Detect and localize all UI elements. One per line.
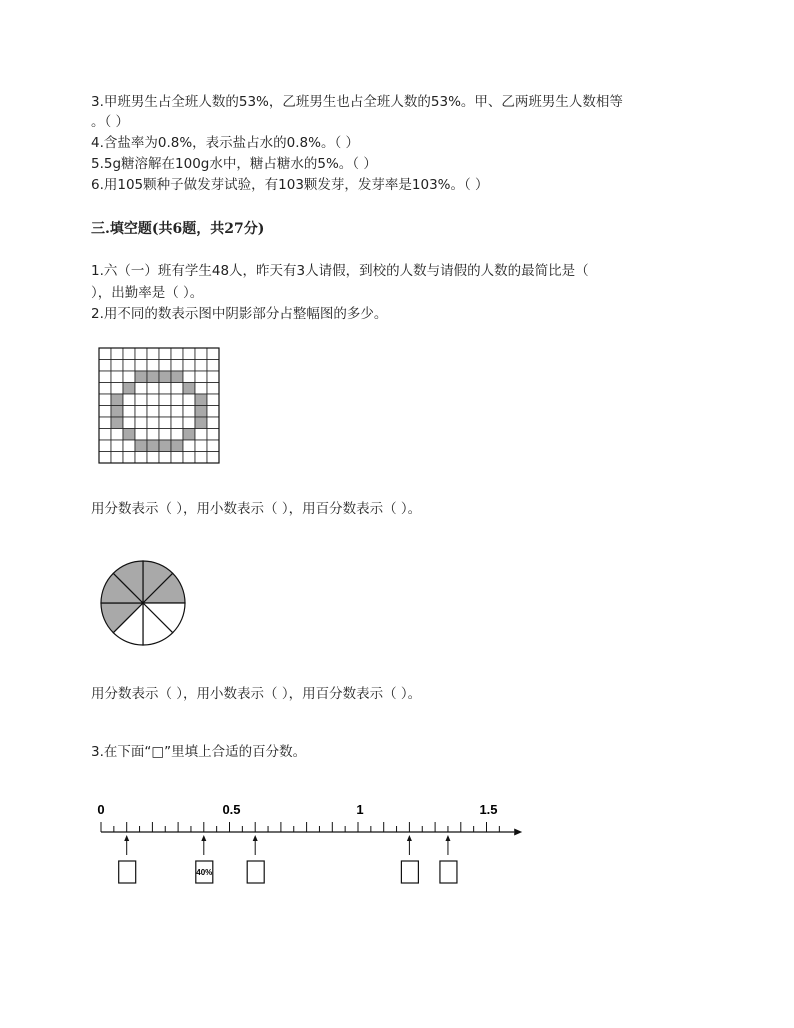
circle-answer-line: 用分数表示（ ），用小数表示（ ），用百分数表示（ ）。 — [91, 686, 422, 702]
grid-cell — [159, 417, 171, 429]
grid-cell — [207, 429, 219, 441]
grid-cell — [159, 348, 171, 360]
answer-box[interactable] — [440, 861, 457, 883]
grid-cell-shaded — [171, 440, 183, 452]
grid-cell — [135, 348, 147, 360]
grid-cell — [123, 440, 135, 452]
grid-cell — [111, 348, 123, 360]
question-6: 6.用105颗种子做发芽试验，有103颗发芽，发芽率是103%。（ ） — [91, 177, 489, 193]
fill-question-1-line-2: ），出勤率是（ ）。 — [91, 285, 204, 301]
grid-cell-shaded — [135, 440, 147, 452]
grid-cell — [123, 360, 135, 372]
grid-cell — [207, 417, 219, 429]
grid-cell-shaded — [171, 371, 183, 383]
grid-cell — [207, 440, 219, 452]
grid-cell — [207, 406, 219, 418]
grid-cell — [147, 383, 159, 395]
grid-cell — [123, 417, 135, 429]
grid-cell — [147, 429, 159, 441]
grid-cell — [147, 360, 159, 372]
grid-cell — [171, 452, 183, 464]
grid-cell — [99, 394, 111, 406]
number-line-label: 0.5 — [222, 802, 241, 817]
number-line-label: 1 — [356, 802, 364, 817]
answer-box[interactable] — [247, 861, 264, 883]
grid-cell — [111, 371, 123, 383]
grid-cell — [183, 348, 195, 360]
grid-cell — [171, 348, 183, 360]
grid-cell-shaded — [195, 417, 207, 429]
grid-cell — [99, 360, 111, 372]
grid-cell-shaded — [147, 440, 159, 452]
grid-cell — [195, 371, 207, 383]
grid-cell — [147, 394, 159, 406]
grid-cell — [123, 348, 135, 360]
grid-cell-shaded — [159, 371, 171, 383]
grid-cell-shaded — [147, 371, 159, 383]
number-line-label: 0 — [97, 802, 105, 817]
grid-cell — [183, 360, 195, 372]
grid-cell — [171, 383, 183, 395]
grid-cell — [123, 371, 135, 383]
grid-cell — [183, 394, 195, 406]
grid-cell — [111, 440, 123, 452]
grid-cell — [135, 406, 147, 418]
grid-cell — [147, 417, 159, 429]
fill-question-1-line-1: 1.六（一）班有学生48人，昨天有3人请假，到校的人数与请假的人数的最简比是（ — [91, 263, 589, 279]
grid-cell — [111, 360, 123, 372]
grid-cell — [195, 360, 207, 372]
grid-cell — [147, 452, 159, 464]
grid-cell-shaded — [195, 394, 207, 406]
grid-cell — [123, 406, 135, 418]
grid-cell — [159, 383, 171, 395]
grid-cell-shaded — [135, 371, 147, 383]
answer-box[interactable] — [401, 861, 418, 883]
number-line-pointer-head — [124, 835, 129, 841]
grid-cell — [207, 383, 219, 395]
grid-cell — [99, 429, 111, 441]
grid-cell — [171, 406, 183, 418]
grid-cell — [171, 394, 183, 406]
grid-cell — [135, 417, 147, 429]
grid-cell — [171, 429, 183, 441]
grid-cell — [195, 429, 207, 441]
grid-cell — [183, 440, 195, 452]
grid-cell — [99, 440, 111, 452]
grid-cell — [207, 394, 219, 406]
grid-cell — [111, 383, 123, 395]
grid-cell — [99, 348, 111, 360]
grid-cell-shaded — [183, 383, 195, 395]
grid-cell — [195, 440, 207, 452]
question-5: 5.5g糖溶解在100g水中，糖占糖水的5%。（ ） — [91, 156, 377, 172]
number-line-pointer-head — [201, 835, 206, 841]
answer-box[interactable] — [119, 861, 136, 883]
grid-cell — [135, 360, 147, 372]
grid-cell — [99, 371, 111, 383]
grid-cell — [147, 406, 159, 418]
number-line-label: 1.5 — [479, 802, 498, 817]
grid-cell — [207, 348, 219, 360]
shaded-circle-figure — [99, 559, 187, 647]
grid-cell — [147, 348, 159, 360]
grid-cell — [135, 383, 147, 395]
grid-cell — [159, 452, 171, 464]
shaded-grid-figure — [98, 347, 220, 464]
grid-cell-shaded — [123, 429, 135, 441]
question-3-line-1: 3.甲班男生占全班人数的53%，乙班男生也占全班人数的53%。甲、乙两班男生人数相等 — [91, 94, 623, 110]
grid-cell-shaded — [195, 406, 207, 418]
grid-cell — [99, 383, 111, 395]
grid-cell — [195, 383, 207, 395]
grid-cell — [195, 452, 207, 464]
fill-question-2: 2.用不同的数表示图中阴影部分占整幅图的多少。 — [91, 306, 388, 322]
grid-cell — [195, 348, 207, 360]
grid-cell — [183, 406, 195, 418]
number-line-pointer-head — [407, 835, 412, 841]
grid-cell — [171, 417, 183, 429]
grid-cell — [135, 429, 147, 441]
question-3-line-2: 。（ ） — [91, 114, 130, 130]
grid-cell — [123, 394, 135, 406]
fill-question-3: 3.在下面“□”里填上合适的百分数。 — [91, 744, 307, 760]
number-line-pointer-head — [253, 835, 258, 841]
grid-cell — [183, 417, 195, 429]
grid-cell — [207, 452, 219, 464]
grid-cell — [207, 360, 219, 372]
grid-cell — [123, 452, 135, 464]
grid-cell — [183, 452, 195, 464]
grid-cell-shaded — [111, 406, 123, 418]
grid-cell — [111, 429, 123, 441]
grid-cell — [207, 371, 219, 383]
grid-cell — [159, 360, 171, 372]
number-line-pointer-head — [445, 835, 450, 841]
grid-cell — [159, 429, 171, 441]
number-line-figure — [90, 795, 520, 890]
grid-cell — [183, 371, 195, 383]
grid-cell — [159, 406, 171, 418]
number-line-arrowhead — [514, 829, 522, 836]
grid-cell-shaded — [111, 394, 123, 406]
section-heading: 三.填空题(共6题，共27分) — [91, 221, 265, 237]
grid-cell-shaded — [183, 429, 195, 441]
grid-cell — [135, 394, 147, 406]
grid-cell — [159, 394, 171, 406]
grid-cell — [111, 452, 123, 464]
grid-cell — [171, 360, 183, 372]
grid-cell — [99, 452, 111, 464]
grid-cell-shaded — [159, 440, 171, 452]
answer-box-label: 40% — [196, 868, 213, 877]
grid-answer-line: 用分数表示（ ），用小数表示（ ），用百分数表示（ ）。 — [91, 501, 422, 517]
question-4: 4.含盐率为0.8%，表示盐占水的0.8%。（ ） — [91, 135, 360, 151]
grid-cell-shaded — [123, 383, 135, 395]
grid-cell — [99, 406, 111, 418]
grid-cell — [135, 452, 147, 464]
grid-cell — [99, 417, 111, 429]
grid-cell-shaded — [111, 417, 123, 429]
